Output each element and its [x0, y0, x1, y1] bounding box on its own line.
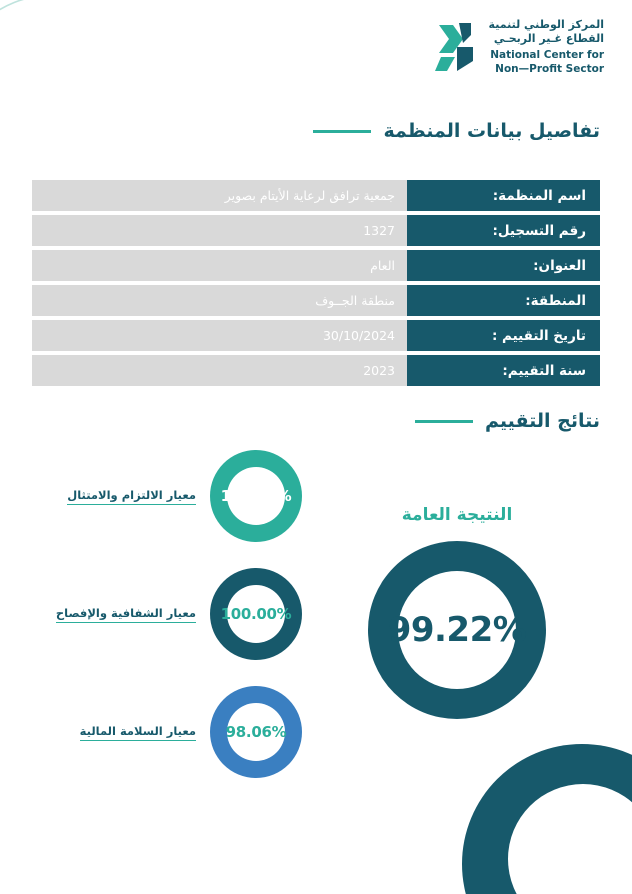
logo-text: [489, 18, 604, 76]
row-value: 30/10/2024: [32, 320, 407, 351]
section-heading-details: [313, 120, 600, 142]
overall-score: [322, 505, 592, 719]
row-value: جمعية ترافق لرعاية الأيتام بصوير: [32, 180, 407, 211]
row-label: المنطقة:: [407, 285, 600, 316]
logo-arabic-line-2: القطاع غـير الربحـي: [493, 32, 604, 46]
decorative-arcs: [0, 0, 180, 190]
section-title-results: نتائج التقييم: [485, 410, 600, 432]
row-label: رقم التسجيل:: [407, 215, 600, 246]
logo: [433, 18, 604, 76]
table-row: [32, 215, 600, 246]
ncnp-logo-icon: [433, 21, 479, 73]
row-label: العنوان:: [407, 250, 600, 281]
criterion-donut-chart: [210, 568, 302, 660]
table-row: [32, 250, 600, 281]
row-label: تاريخ التقييم :: [407, 320, 600, 351]
overall-donut-chart: [368, 541, 546, 719]
table-row: [32, 355, 600, 386]
heading-rule: [313, 130, 371, 133]
criteria-list: [32, 450, 302, 778]
criterion-item: [32, 686, 302, 778]
row-label: سنة التقييم:: [407, 355, 600, 386]
organization-details-table: [32, 180, 600, 386]
criterion-value: 100.00%: [220, 487, 292, 505]
criterion-label: معيار الشفافية والإفصاح: [56, 606, 196, 623]
criterion-item: [32, 450, 302, 542]
table-row: [32, 180, 600, 211]
criterion-label: معيار السلامة المالية: [80, 724, 196, 741]
section-title-details: تفاصيل بيانات المنظمة: [383, 120, 600, 142]
heading-rule: [415, 420, 473, 423]
criterion-value: 98.06%: [225, 723, 287, 741]
row-value: 1327: [32, 215, 407, 246]
criterion-value: 100.00%: [220, 605, 292, 623]
row-value: 2023: [32, 355, 407, 386]
row-label: اسم المنظمة:: [407, 180, 600, 211]
table-row: [32, 320, 600, 351]
criterion-label: معيار الالتزام والامتثال: [67, 488, 196, 505]
logo-arabic-line-1: المركز الوطني لتنمية: [488, 18, 604, 31]
criterion-donut-chart: [210, 450, 302, 542]
row-value: العام: [32, 250, 407, 281]
overall-score-value: 99.22%: [387, 610, 527, 650]
section-heading-results: [415, 410, 600, 432]
logo-english-line-1: National Center for: [490, 49, 604, 62]
logo-english-line-2: Non—Profit Sector: [495, 62, 604, 75]
row-value: منطقة الجــوف: [32, 285, 407, 316]
table-row: [32, 285, 600, 316]
overall-score-label: النتيجة العامة: [401, 505, 513, 525]
criterion-item: [32, 568, 302, 660]
criterion-donut-chart: [210, 686, 302, 778]
